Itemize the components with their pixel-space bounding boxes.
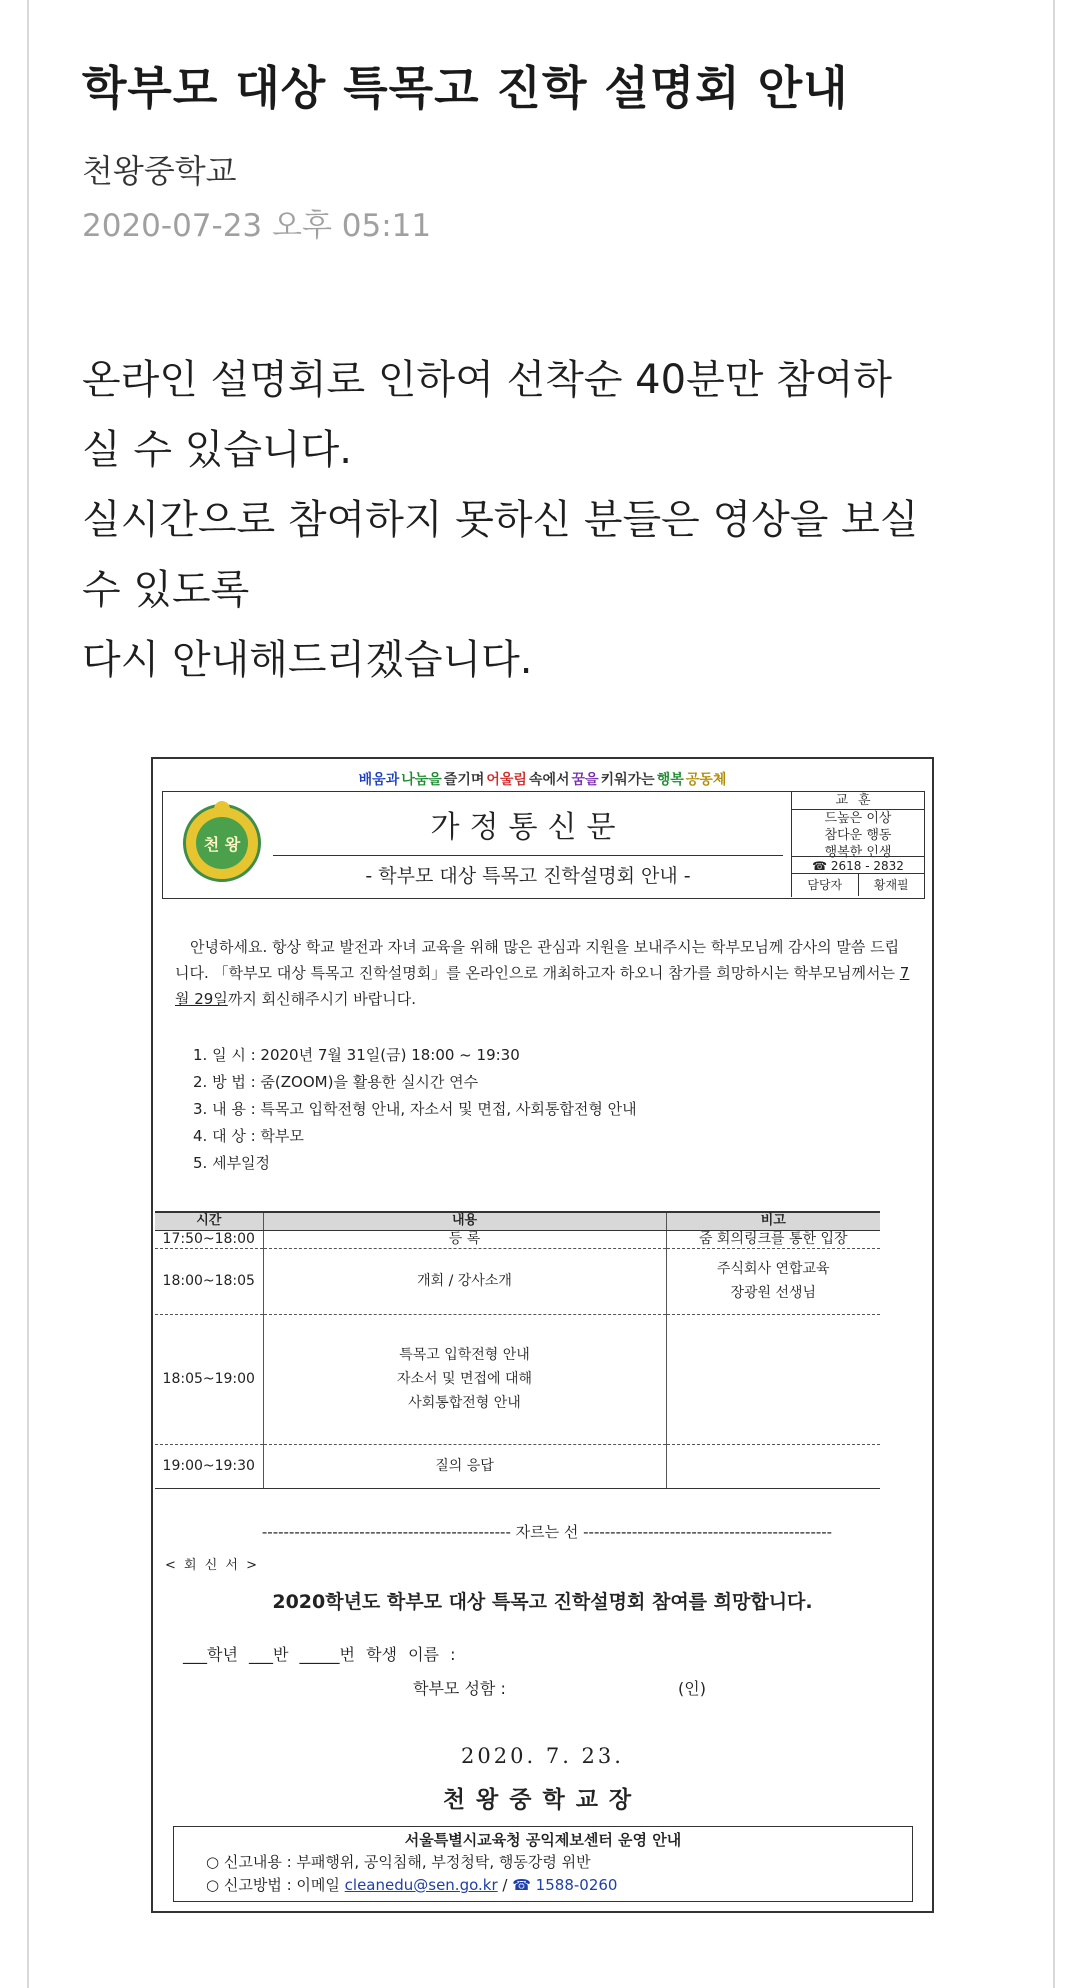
schedule-cell-content: 등 록	[263, 1230, 666, 1248]
slogan-word: 배움과	[358, 772, 400, 788]
motto-line: 행복한 인생	[824, 845, 892, 860]
signature-principal: 천왕중학교장	[442, 1786, 643, 1813]
post-body-line: 실 수 있습니다.	[82, 427, 352, 473]
report-notice-method: ○ 신고방법 : 이메일 cleanedu@sen.go.kr / ☎ 1588-0260	[206, 1876, 618, 1894]
school-logo-text: 천 왕	[196, 817, 248, 869]
report-email-link[interactable]: cleanedu@sen.go.kr	[344, 1876, 498, 1894]
newsletter-header	[162, 791, 925, 899]
cut-line: ---------------------------------------------- 자르는 선 ----------------------------------------------	[261, 1523, 833, 1541]
reply-parent-name-field: 학부모 성함 :	[413, 1679, 506, 1698]
schedule-header-content: 내용	[263, 1212, 666, 1230]
schedule-cell-content: 개회 / 강사소개	[263, 1248, 666, 1314]
event-detail-item: 1. 일 시 : 2020년 7월 31일(금) 18:00 ~ 19:30	[193, 1046, 520, 1064]
schedule-cell-note: 주식회사 연합교육 장광원 선생님	[666, 1248, 880, 1314]
post-author[interactable]: 천왕중학교	[82, 152, 237, 190]
schedule-cell-note	[666, 1314, 880, 1444]
schedule-cell-time: 17:50~18:00	[155, 1230, 263, 1248]
slogan-word: 어울림	[486, 772, 527, 788]
school-motto-box	[791, 792, 924, 897]
schedule-header-time: 시간	[155, 1212, 263, 1230]
schedule-cell-note: 줌 회의링크를 통한 입장	[666, 1230, 880, 1248]
schedule-cell-time: 18:00~18:05	[155, 1248, 263, 1314]
motto-line: 드높은 이상	[824, 811, 892, 826]
charge-name: 황재필	[873, 878, 909, 892]
event-detail-item: 3. 내 용 : 특목고 입학전형 안내, 자소서 및 면접, 사회통합전형 안내	[193, 1100, 637, 1118]
post-body-line: 수 있도록	[82, 567, 250, 613]
post-title: 학부모 대상 특목고 진학 설명회 안내	[82, 61, 849, 115]
frame-border-left	[27, 0, 29, 1988]
schedule-row	[155, 1230, 880, 1248]
schedule-cell-content: 특목고 입학전형 안내 자소서 및 면접에 대해 사회통합전형 안내	[263, 1314, 666, 1444]
slogan-word: 행복	[656, 772, 684, 788]
reply-student-fields: ___학년 ___반 _____번 학생 이름 :	[183, 1645, 456, 1664]
signature-date: 2020. 7. 23.	[461, 1744, 624, 1768]
report-notice-title: 서울특별시교육청 공익제보센터 운영 안내	[404, 1831, 682, 1849]
post-body-line: 온라인 설명회로 인하여 선착순 40분만 참여하	[82, 357, 892, 403]
slogan-word: 키워가는	[600, 772, 655, 788]
schedule-table	[155, 1211, 880, 1489]
frame-border-right	[1053, 0, 1055, 1988]
schedule-row	[155, 1314, 880, 1444]
event-details-list	[193, 1042, 637, 1177]
greeting-paragraph: 안녕하세요. 항상 학교 발전과 자녀 교육을 위해 많은 관심과 지원을 보내주시는 학부모님께 감사의 말씀 드립니다. 「학부모 대상 특목고 진학설명회」를 온라인으로 개최하고자 하오니 참가를 희망하시는 학부모님께서는 7월 29일까지 회신해주시기 바랍니다.	[175, 938, 910, 1008]
reply-form-label: < 회 신 서 >	[165, 1558, 259, 1573]
school-logo-icon	[183, 804, 261, 882]
schedule-cell-time: 18:05~19:00	[155, 1314, 263, 1444]
slogan-word: 즐기며	[443, 772, 485, 788]
slogan-word: 공동체	[685, 772, 727, 788]
schedule-cell-content: 질의 응답	[263, 1444, 666, 1488]
person-in-charge	[792, 874, 924, 896]
post-body-line: 다시 안내해드리겠습니다.	[82, 637, 533, 683]
charge-label: 담당자	[792, 874, 859, 896]
schedule-row	[155, 1444, 880, 1488]
slogan-word: 속에서	[528, 772, 570, 788]
report-notice-content: ○ 신고내용 : 부패행위, 공익침해, 부정청탁, 행동강령 위반	[206, 1853, 591, 1871]
slogan-word: 꿈을	[571, 772, 599, 788]
event-detail-item: 5. 세부일정	[193, 1154, 271, 1172]
post-body-line: 실시간으로 참여하지 못하신 분들은 영상을 보실	[82, 497, 919, 543]
newsletter-title: 가정통신문	[273, 800, 783, 856]
report-phone: ☎ 1588-0260	[512, 1876, 618, 1894]
schedule-row	[155, 1248, 880, 1314]
motto-heading: 교훈	[792, 792, 924, 810]
schedule-cell-note	[666, 1444, 880, 1488]
deadline-date: 7월 29일	[175, 964, 910, 1008]
school-slogan	[153, 769, 932, 789]
slogan-word: 나눔을	[401, 772, 442, 788]
event-detail-item: 2. 방 법 : 줌(ZOOM)을 활용한 실시간 연수	[193, 1073, 479, 1091]
schedule-cell-time: 19:00~19:30	[155, 1444, 263, 1488]
report-center-notice	[173, 1826, 913, 1902]
newsletter-subtitle: - 학부모 대상 특목고 진학설명회 안내 -	[365, 865, 691, 887]
post-body	[82, 345, 1012, 695]
schedule-header-note: 비고	[666, 1212, 880, 1230]
reply-seal-mark: (인)	[678, 1679, 706, 1698]
contact-tel: ☎ 2618 - 2832	[792, 856, 924, 874]
reply-form-title: 2020학년도 학부모 대상 특목고 진학설명회 참여를 희망합니다.	[272, 1591, 813, 1613]
event-detail-item: 4. 대 상 : 학부모	[193, 1127, 304, 1145]
newsletter-image[interactable]	[151, 757, 934, 1913]
motto-line: 참다운 행동	[824, 828, 892, 843]
post-date: 2020-07-23 오후 05:11	[82, 208, 432, 244]
